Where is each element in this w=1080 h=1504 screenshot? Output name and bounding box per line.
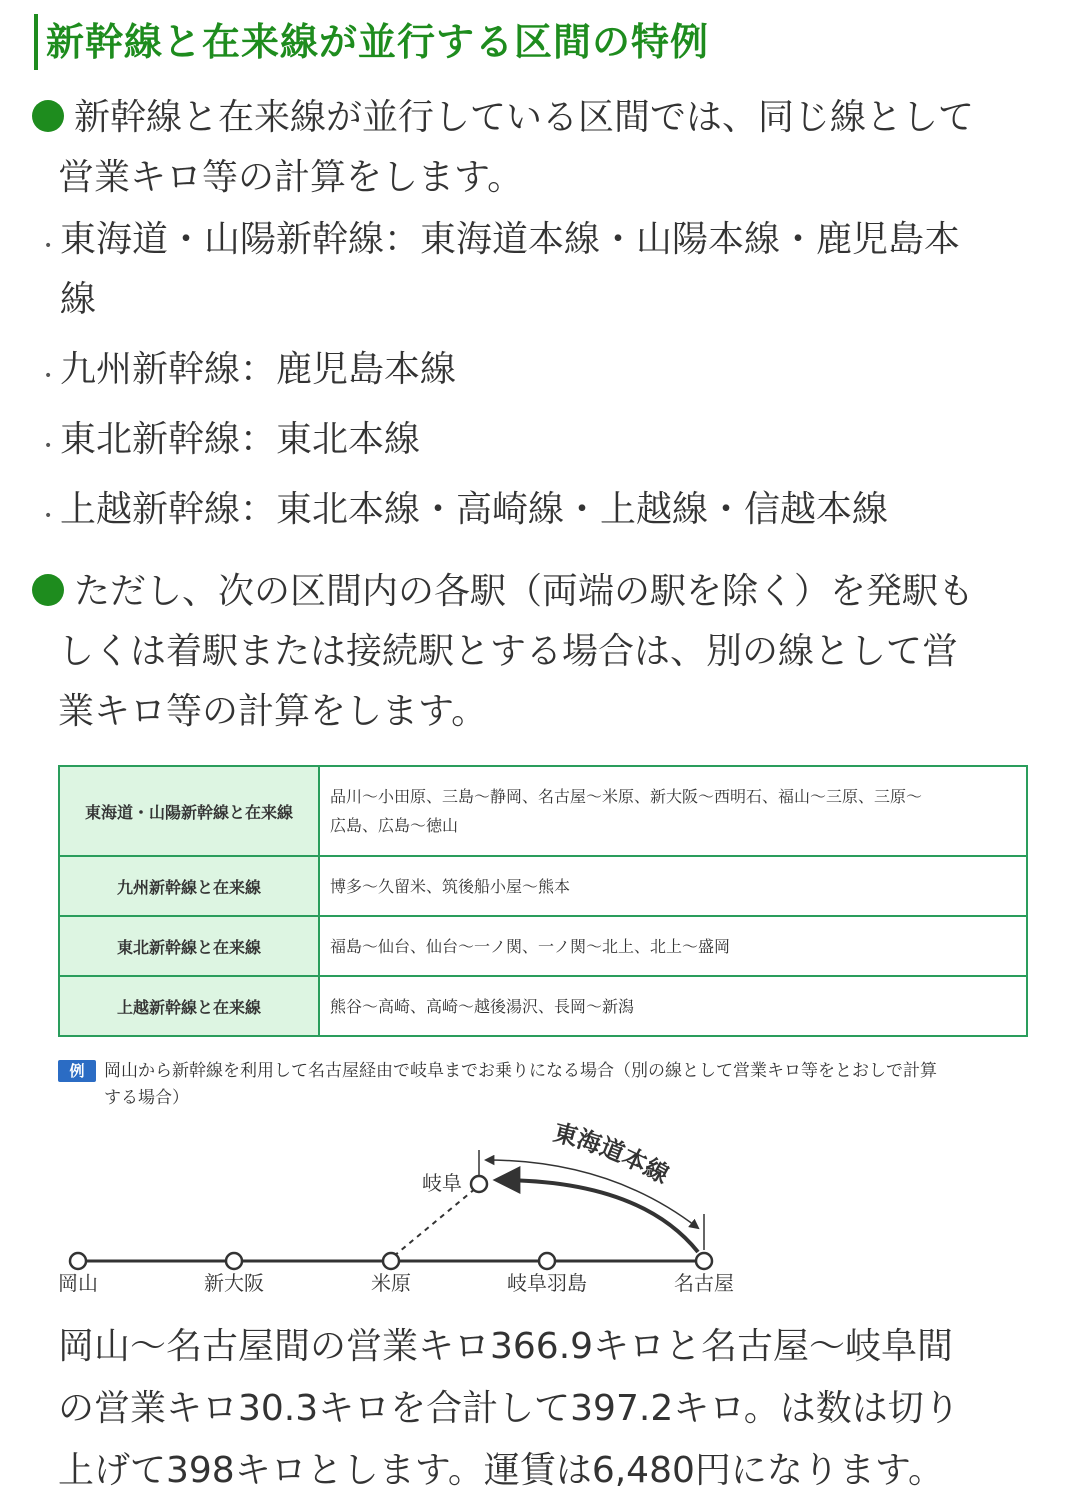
table-row-header: 東海道・山陽新幹線と在来線 [59, 766, 319, 856]
bullet-text-line: しくは着駅または接続駅とする場合は、別の線として営 [58, 631, 959, 672]
bullet-text-line: 営業キロ等の計算をします。 [58, 157, 524, 198]
example-text-line: する場合） [104, 1088, 189, 1108]
station-marker [383, 1253, 399, 1269]
table-cell: 福島〜仙台、仙台〜一ノ関、一ノ関〜北上、北上〜盛岡 [319, 916, 1027, 976]
station-marker [539, 1253, 555, 1269]
small-bullet-icon: • [44, 368, 53, 384]
table-row-header: 上越新幹線と在来線 [59, 976, 319, 1036]
table-cell: 品川〜小田原、三島〜静岡、名古屋〜米原、新大阪〜西明石、福山〜三原、三原〜 広島、広島〜徳山 [319, 766, 1027, 856]
station-label: 新大阪 [204, 1271, 264, 1295]
small-bullet-icon: • [44, 438, 53, 454]
branch-dashed-line [394, 1188, 476, 1256]
station-label: 米原 [371, 1271, 411, 1295]
table-cell: 熊谷〜高崎、高崎〜越後湯沢、長岡〜新潟 [319, 976, 1027, 1036]
small-bullet-icon: • [44, 508, 53, 524]
station-marker [226, 1253, 242, 1269]
calculation-result [58, 1316, 1058, 1502]
table-cell: 博多〜久留米、筑後船小屋〜熊本 [319, 856, 1027, 916]
result-text-line: の営業キロ30.3キロを合計して397.2キロ。は数は切り [58, 1388, 960, 1429]
station-marker [696, 1253, 712, 1269]
example-text-line: 岡山から新幹線を利用して名古屋経由で岐阜までお乗りになる場合（別の線として営業キロ等をとおしで計算 [104, 1061, 937, 1081]
list-item: • 上越新幹線：東北本線・高崎線・上越線・信越本線 [44, 480, 1044, 540]
route-label: 東海道本線 [550, 1120, 673, 1190]
station-marker [471, 1176, 487, 1192]
page-title: 新幹線と在来線が並行する区間の特例 [34, 14, 709, 70]
route-arrow [498, 1180, 698, 1252]
bullet-text-line: ただし、次の区間内の各駅（両端の駅を除く）を発駅も [74, 571, 975, 612]
result-text-line: 上げて398キロとします。運賃は6,480円になります。 [58, 1450, 945, 1491]
small-bullet-icon: • [44, 238, 53, 254]
station-label: 岡山 [58, 1271, 98, 1295]
station-label: 岐阜羽島 [507, 1271, 587, 1295]
station-label: 岐阜 [422, 1171, 462, 1195]
table-row-header: 九州新幹線と在来線 [59, 856, 319, 916]
result-text-line: 岡山〜名古屋間の営業キロ366.9キロと名古屋〜岐阜間 [58, 1326, 954, 1367]
list-item: • 東北新幹線：東北本線 [44, 410, 1044, 470]
station-marker [70, 1253, 86, 1269]
bullet-text-line: 業キロ等の計算をします。 [58, 691, 488, 732]
list-item: • 東海道・山陽新幹線：東海道本線・山陽本線・鹿児島本 線 [44, 210, 1044, 330]
station-label: 名古屋 [674, 1271, 734, 1295]
table-row-header: 東北新幹線と在来線 [59, 916, 319, 976]
bullet-text-line: 新幹線と在来線が並行している区間では、同じ線として [74, 97, 975, 138]
list-item: • 九州新幹線：鹿児島本線 [44, 340, 1044, 400]
example-badge: 例 [58, 1060, 96, 1082]
